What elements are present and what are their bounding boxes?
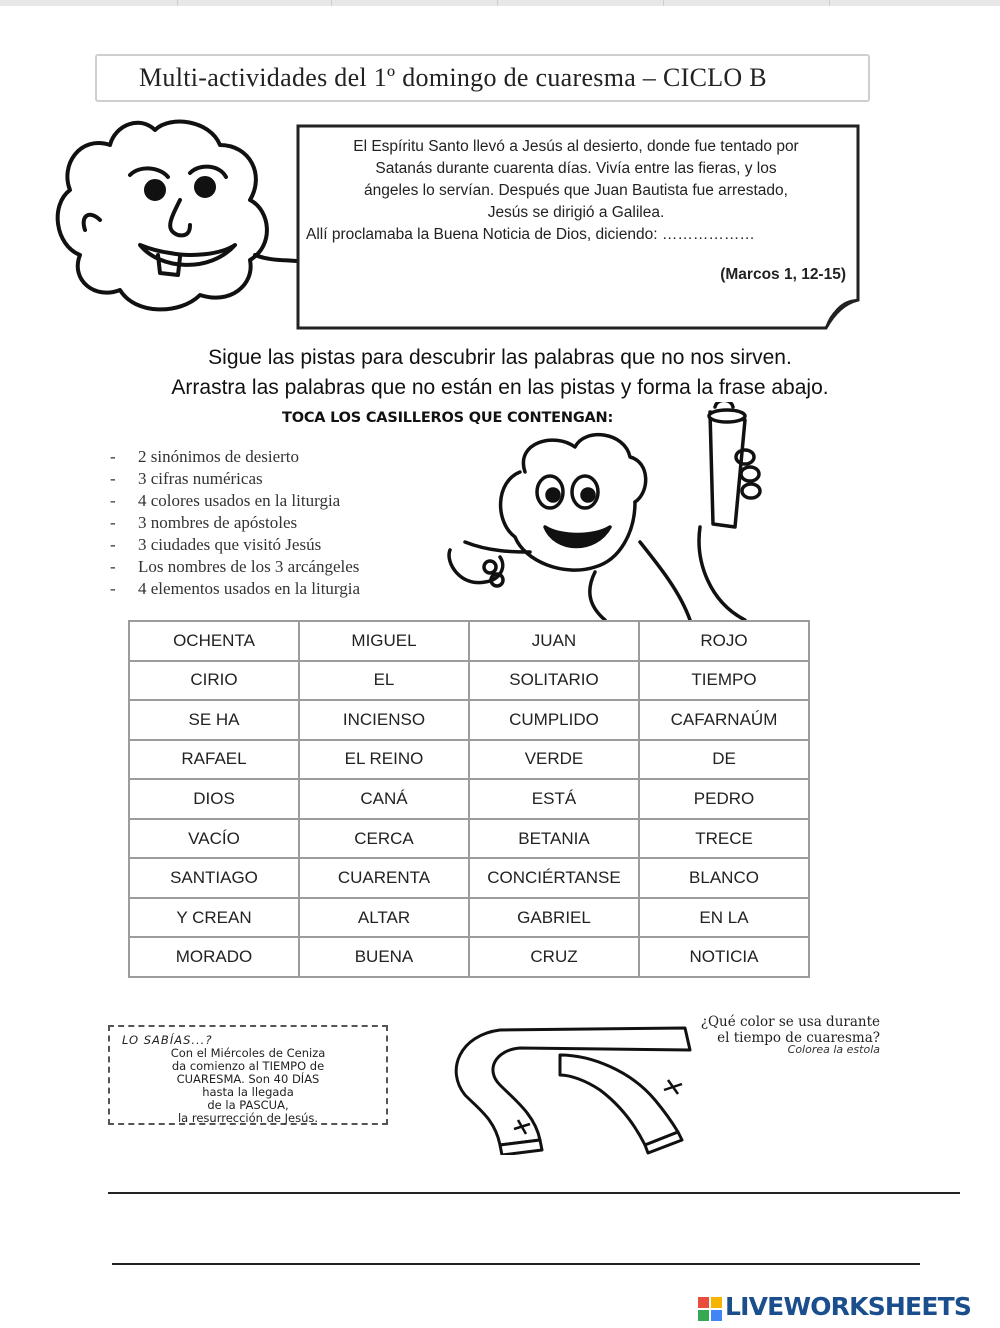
pointing-man-illustration [445, 402, 785, 620]
grid-cell[interactable]: Y CREAN [129, 898, 299, 938]
did-you-know-line: hasta la llegada [202, 1085, 294, 1099]
did-you-know-line: Con el Miércoles de Ceniza [170, 1046, 326, 1060]
grid-row [129, 740, 809, 780]
word-grid [128, 620, 810, 978]
clues-heading: TOCA LOS CASILLEROS QUE CONTENGAN: [282, 410, 614, 426]
clues-list [110, 446, 360, 600]
scripture-line: ángeles lo servían. Después que Juan Bautista fue arrestado, [364, 182, 788, 199]
did-you-know-line: de la PASCUA, [207, 1098, 289, 1112]
grid-cell[interactable]: OCHENTA [129, 621, 299, 661]
grid-cell[interactable]: BUENA [299, 937, 469, 977]
grid-cell[interactable]: BETANIA [469, 819, 639, 859]
grid-row [129, 661, 809, 701]
grid-cell[interactable]: DE [639, 740, 809, 780]
scripture-line: Satanás durante cuarenta días. Vivía entre las fieras, y los [375, 160, 777, 177]
did-you-know-body [110, 1047, 386, 1125]
grid-cell[interactable]: NOTICIA [639, 937, 809, 977]
grid-cell[interactable]: CAFARNAÚM [639, 700, 809, 740]
clue-item: - 2 sinónimos de desierto [110, 447, 300, 466]
answer-line-1[interactable] [108, 1192, 960, 1194]
grid-cell[interactable]: CIRIO [129, 661, 299, 701]
instruction-line-1: Sigue las pistas para descubrir las palabras que no nos sirven. [208, 346, 792, 369]
clue-item: - 4 elementos usados en la liturgia [110, 579, 361, 598]
grid-cell[interactable]: RAFAEL [129, 740, 299, 780]
grid-cell[interactable]: EN LA [639, 898, 809, 938]
clue-text: 3 ciudades que visitó Jesús [138, 535, 322, 554]
stole-question [600, 1014, 880, 1046]
grid-cell[interactable]: VACÍO [129, 819, 299, 859]
grid-row [129, 858, 809, 898]
did-you-know-box [108, 1025, 388, 1125]
scripture-line: El Espíritu Santo llevó a Jesús al desierto, donde fue tentado por [353, 138, 799, 155]
did-you-know-title: LO SABÍAS...? [122, 1033, 213, 1047]
clue-text: 4 elementos usados en la liturgia [138, 579, 361, 598]
grid-cell[interactable]: GABRIEL [469, 898, 639, 938]
scripture-line: Allí proclamaba la Buena Noticia de Dios, diciendo: ……………… [306, 226, 755, 243]
grid-row [129, 700, 809, 740]
stole-instruction: Colorea la estola [787, 1043, 880, 1056]
grid-cell[interactable]: ESTÁ [469, 779, 639, 819]
did-you-know-line: la resurrección de Jesús. [177, 1111, 319, 1125]
grid-cell[interactable]: SE HA [129, 700, 299, 740]
grid-cell[interactable]: CUMPLIDO [469, 700, 639, 740]
grid-cell[interactable]: MORADO [129, 937, 299, 977]
clue-item: - Los nombres de los 3 arcángeles [110, 557, 360, 576]
grid-cell[interactable]: BLANCO [639, 858, 809, 898]
clue-item: - 3 ciudades que visitó Jesús [110, 535, 322, 554]
grid-cell[interactable]: CONCIÉRTANSE [469, 858, 639, 898]
scripture-scroll [296, 124, 862, 330]
clue-text: 4 colores usados en la liturgia [138, 491, 341, 510]
did-you-know-line: da comienzo al TIEMPO de [171, 1059, 325, 1073]
top-toolbar-strip [0, 0, 1000, 6]
grid-cell[interactable]: ALTAR [299, 898, 469, 938]
answer-line-2[interactable] [112, 1263, 920, 1265]
grid-cell[interactable]: MIGUEL [299, 621, 469, 661]
grid-cell[interactable]: VERDE [469, 740, 639, 780]
grid-row [129, 779, 809, 819]
grid-cell[interactable]: TRECE [639, 819, 809, 859]
did-you-know-line: CUARESMA. Son 40 DÍAS [176, 1072, 320, 1086]
worksheet-title: Multi-actividades del 1º domingo de cuaresma – CICLO B [95, 54, 870, 102]
grid-cell[interactable]: DIOS [129, 779, 299, 819]
jesus-cartoon-illustration [40, 105, 340, 325]
instruction-line-2: Arrastra las palabras que no están en las pistas y forma la frase abajo. [171, 376, 829, 399]
stole-question-line: ¿Qué color se usa durante [700, 1014, 880, 1030]
grid-cell[interactable]: TIEMPO [639, 661, 809, 701]
grid-cell[interactable]: EL REINO [299, 740, 469, 780]
clue-text: 3 cifras numéricas [138, 469, 263, 488]
clue-text: 3 nombres de apóstoles [138, 513, 298, 532]
scripture-line: Jesús se dirigió a Galilea. [487, 204, 665, 221]
clue-item: - 3 cifras numéricas [110, 469, 263, 488]
grid-cell[interactable]: ROJO [639, 621, 809, 661]
grid-row [129, 898, 809, 938]
clue-text: Los nombres de los 3 arcángeles [138, 557, 360, 576]
clue-item: - 3 nombres de apóstoles [110, 513, 298, 532]
grid-cell[interactable]: JUAN [469, 621, 639, 661]
grid-cell[interactable]: CANÁ [299, 779, 469, 819]
grid-cell[interactable]: CRUZ [469, 937, 639, 977]
scripture-reference: (Marcos 1, 12-15) [720, 266, 846, 283]
clue-item: - 4 colores usados en la liturgia [110, 491, 341, 510]
grid-cell[interactable]: INCIENSO [299, 700, 469, 740]
liveworksheets-wordmark: LIVEWORKSHEETS [725, 1292, 972, 1321]
grid-cell[interactable]: PEDRO [639, 779, 809, 819]
grid-row [129, 819, 809, 859]
grid-row [129, 621, 809, 661]
liveworksheets-logo-icon [697, 1296, 723, 1322]
grid-cell[interactable]: CERCA [299, 819, 469, 859]
grid-cell[interactable]: CUARENTA [299, 858, 469, 898]
clue-text: 2 sinónimos de desierto [138, 447, 300, 466]
grid-cell[interactable]: EL [299, 661, 469, 701]
grid-cell[interactable]: SOLITARIO [469, 661, 639, 701]
stole-question-line: el tiempo de cuaresma? [717, 1030, 880, 1046]
scripture-text [306, 136, 846, 246]
grid-row [129, 937, 809, 977]
grid-cell[interactable]: SANTIAGO [129, 858, 299, 898]
